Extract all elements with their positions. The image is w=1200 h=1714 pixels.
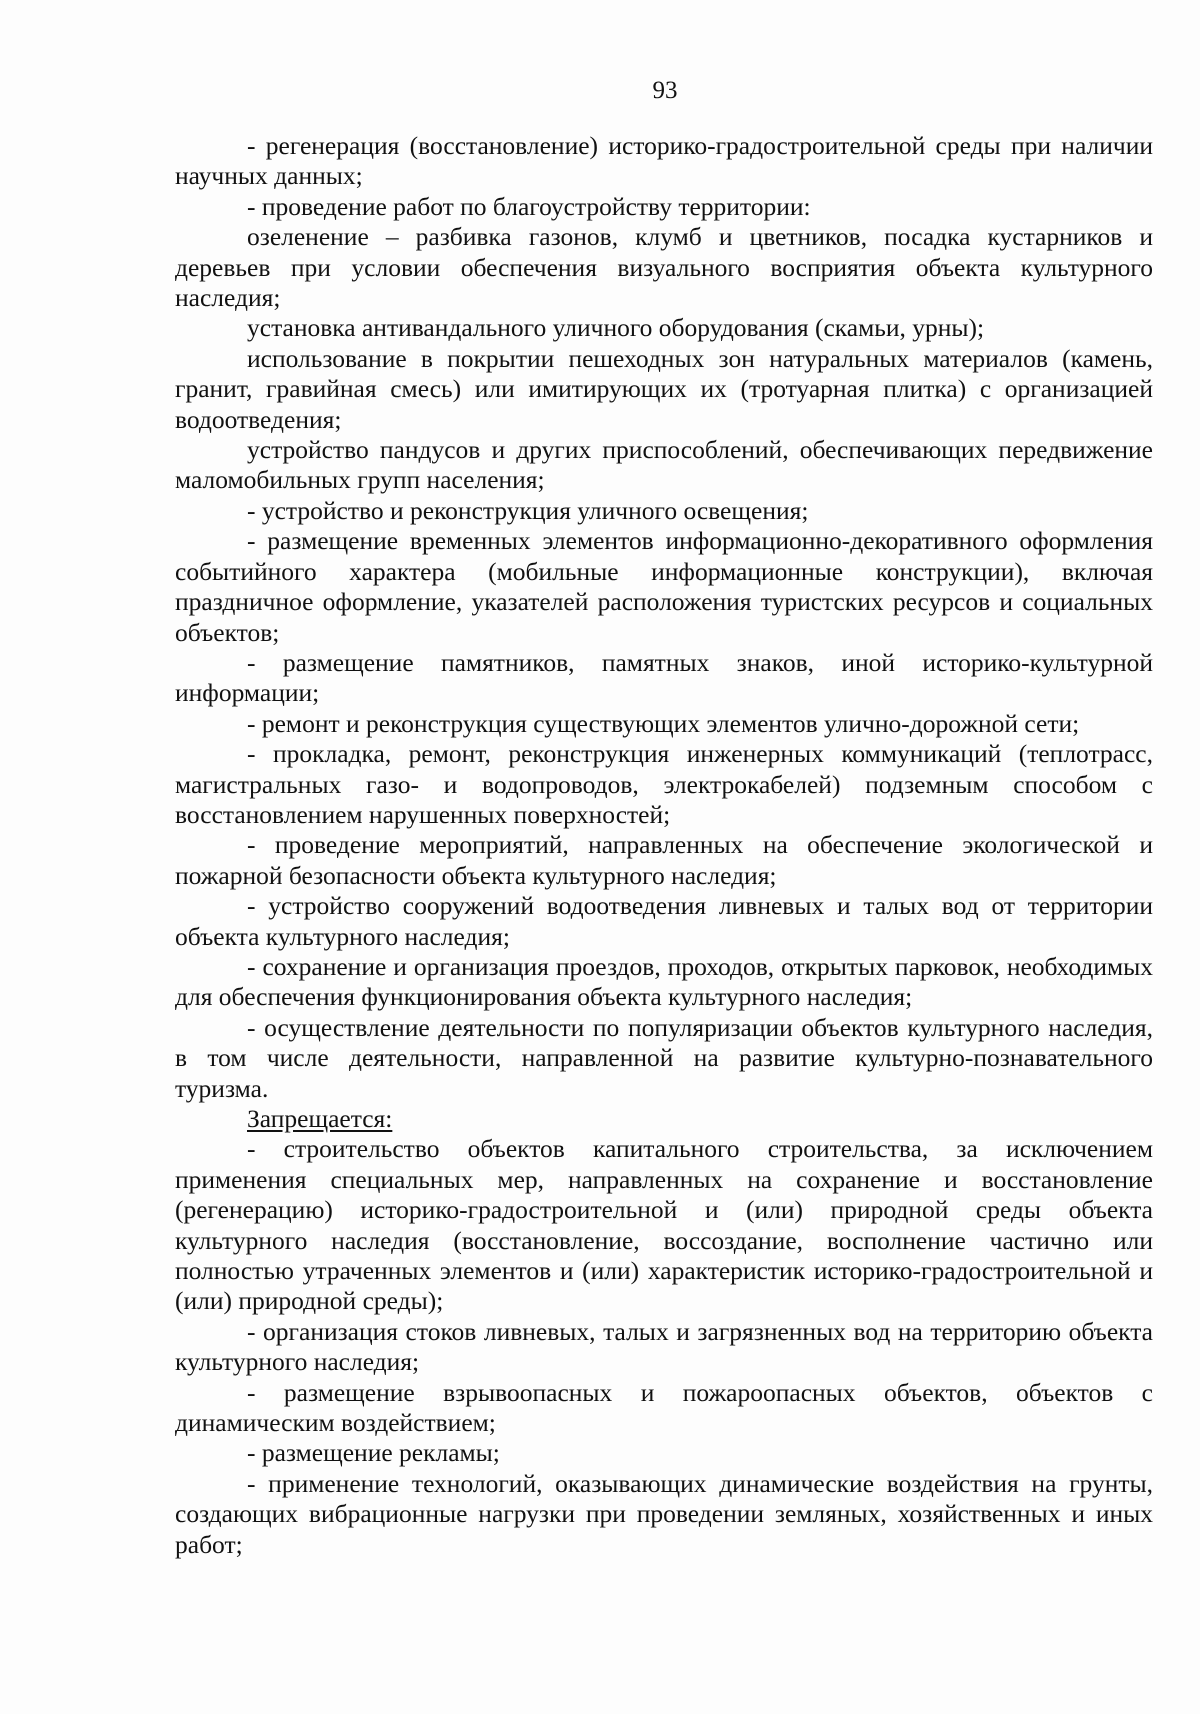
document-body (175, 131, 1153, 1560)
paragraph: - размещение временных элементов информационно-декоративного оформления событийного характера (мобильные информационные конструкции), включая праздничное оформление, указателей расположения туристских ресурсов и социальных объектов; (175, 526, 1153, 647)
paragraph: - прокладка, ремонт, реконструкция инженерных коммуникаций (теплотрасс, магистральных газо- и водопроводов, электрокабелей) подземным способом с восстановлением нарушенных поверхностей; (175, 739, 1153, 829)
paragraph: использование в покрытии пешеходных зон натуральных материалов (камень, гранит, гравийная смесь) или имитирующих их (тротуарная плитка) с организацией водоотведения; (175, 343, 1153, 434)
prohibited-paragraph: - организация стоков ливневых, талых и загрязненных вод на территорию объекта культурного наследия; (175, 1316, 1153, 1377)
paragraph: - сохранение и организация проездов, проходов, открытых парковок, необходимых для обеспечения функционирования объекта культурного наследия; (175, 951, 1153, 1012)
paragraph: устройство пандусов и других приспособлений, обеспечивающих передвижение маломобильных групп населения; (175, 435, 1153, 495)
paragraph: - устройство сооружений водоотведения ливневых и талых вод от территории объекта культурного наследия; (175, 891, 1153, 951)
paragraph: - осуществление деятельности по популяризации объектов культурного наследия, в том числе деятельности, направленной на развитие культурно-познавательного туризма. (175, 1012, 1153, 1103)
paragraph: установка антивандального уличного оборудования (скамьи, урны); (247, 313, 985, 343)
prohibited-paragraph: - размещение рекламы; (247, 1438, 500, 1468)
paragraph: - регенерация (восстановление) историко-градостроительной среды при наличии научных данных; (175, 131, 1153, 191)
prohibited-paragraph: - применение технологий, оказывающих динамические воздействия на грунты, создающих вибрационные нагрузки при проведении земляных, хозяйственных и иных работ; (175, 1468, 1153, 1559)
paragraph: - проведение мероприятий, направленных на обеспечение экологической и пожарной безопасности объекта культурного наследия; (175, 830, 1153, 890)
paragraph: - устройство и реконструкция уличного освещения; (247, 495, 809, 525)
prohibited-paragraph: - строительство объектов капитального строительства, за исключением применения специальных мер, направленных на сохранение и восстановление (регенерацию) историко-градостроительной и (или) природной среды объекта культурного наследия (восстановление, воссоздание, восполнение частично или полностью утраченных элементов и (или) характеристик историко-градостроительной и (или) природной среды); (175, 1134, 1153, 1316)
prohibited-heading: Запрещается: (247, 1104, 393, 1133)
page-number: 93 (652, 77, 678, 104)
paragraph: озеленение – разбивка газонов, клумб и цветников, посадка кустарников и деревьев при условии обеспечения визуального восприятия объекта культурного наследия; (175, 222, 1153, 313)
paragraph: - размещение памятников, памятных знаков, иной историко-культурной информации; (175, 647, 1153, 708)
paragraph: - ремонт и реконструкция существующих элементов улично-дорожной сети; (247, 708, 1080, 738)
prohibited-heading-line (175, 1104, 1153, 1134)
prohibited-paragraph: - размещение взрывоопасных и пожароопасных объектов, объектов с динамическим воздействием; (175, 1377, 1153, 1438)
paragraph: - проведение работ по благоустройству территории: (247, 191, 811, 221)
